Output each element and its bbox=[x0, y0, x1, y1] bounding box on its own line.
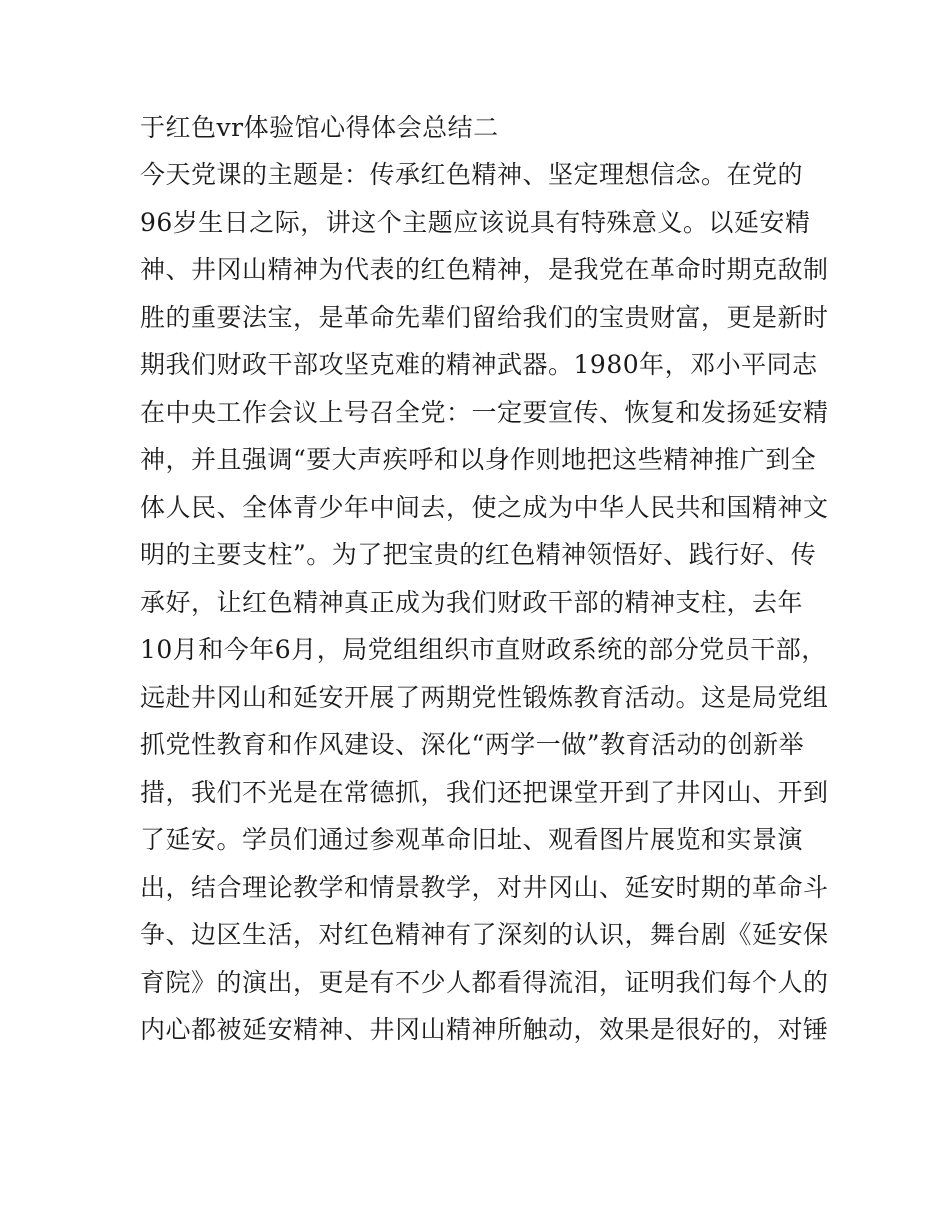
paragraph-line: 内心都被延安精神、井冈山精神所触动，效果是很好的，对锤 bbox=[140, 1015, 829, 1044]
paragraph-line: 育院》的演出，更是有不少人都看得流泪，证明我们每个人的 bbox=[140, 967, 829, 997]
paragraph-line: 出，结合理论教学和情景教学，对井冈山、延安时期的革命斗 bbox=[140, 872, 829, 902]
paragraph-line: 96岁生日之际，讲这个主题应该说具有特殊意义。以延安精 bbox=[140, 207, 811, 237]
paragraph-line: 明的主要支柱”。为了把宝贵的红色精神领悟好、践行好、传 bbox=[140, 540, 817, 569]
paragraph-line: 了延安。学员们通过参观革命旧址、观看图片展览和实景演 bbox=[140, 825, 804, 854]
paragraph-line: 措，我们不光是在常德抓，我们还把课堂开到了井冈山、开到 bbox=[140, 777, 829, 807]
paragraph-line: 在中央工作会议上号召全党：一定要宣传、恢复和发扬延安精 bbox=[140, 397, 829, 427]
paragraph-line: 抓党性教育和作风建设、深化“两学一做”教育活动的创新举 bbox=[140, 730, 805, 759]
paragraph-line: 今天党课的主题是：传承红色精神、坚定理想信念。在党的 bbox=[140, 160, 804, 189]
paragraph-line: 神、井冈山精神为代表的红色精神，是我党在革命时期克敌制 bbox=[140, 255, 829, 284]
paragraph-line: 10月和今年6月，局党组组织市直财政系统的部分党员干部， bbox=[140, 635, 827, 664]
paragraph-line: 胜的重要法宝，是革命先辈们留给我们的宝贵财富，更是新时 bbox=[140, 302, 829, 332]
document-title: 于红色vr体验馆心得体会总结二 bbox=[140, 113, 499, 142]
paragraph-line: 期我们财政干部攻坚克难的精神武器。1980年，邓小平同志 bbox=[140, 350, 818, 379]
document-body bbox=[140, 104, 830, 1054]
paragraph-line: 争、边区生活，对红色精神有了深刻的认识，舞台剧《延安保 bbox=[140, 920, 829, 949]
paragraph-line: 承好，让红色精神真正成为我们财政干部的精神支柱，去年 bbox=[140, 587, 804, 617]
paragraph-line: 体人民、全体青少年中间去，使之成为中华人民共和国精神文 bbox=[140, 492, 829, 522]
paragraph-line: 神，并且强调“要大声疾呼和以身作则地把这些精神推广到全 bbox=[140, 445, 817, 474]
paragraph-line: 远赴井冈山和延安开展了两期党性锻炼教育活动。这是局党组 bbox=[140, 682, 829, 712]
